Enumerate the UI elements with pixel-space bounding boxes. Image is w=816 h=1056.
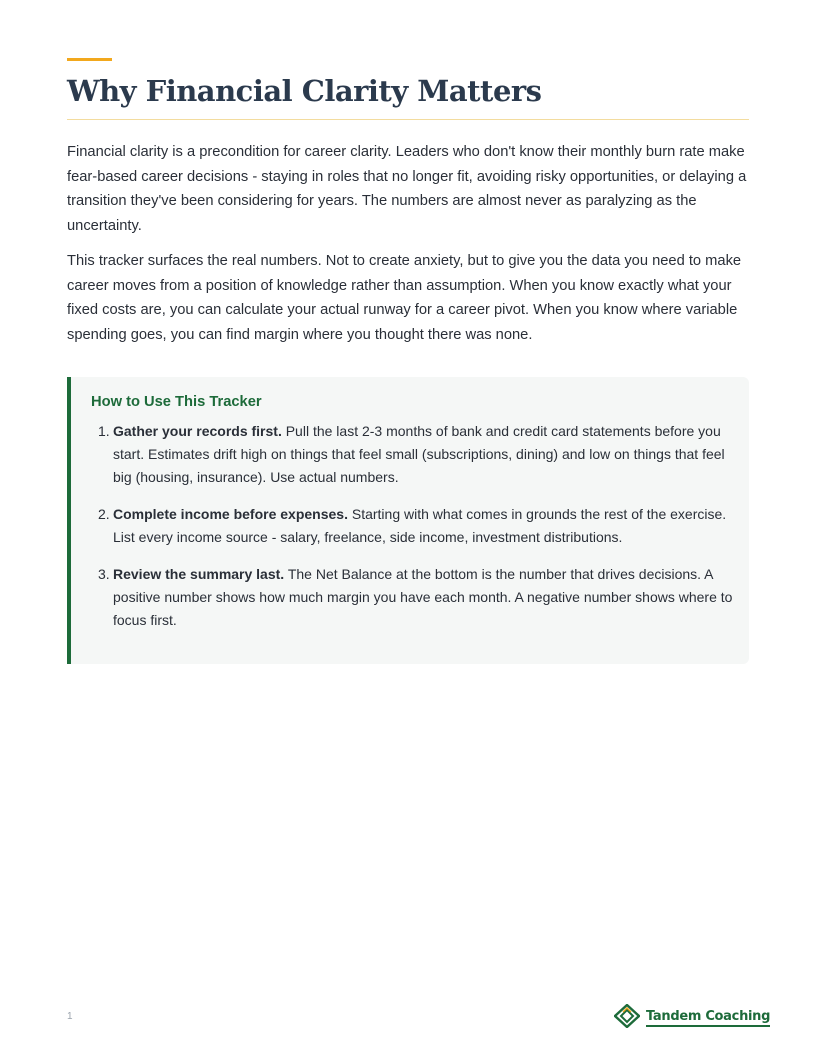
intro-paragraph-2: This tracker surfaces the real numbers. Not to create anxiety, but to give you the data you need to make career moves from a position of knowledge rather than assumption. When you know exactly what your fixed costs are, you can calculate your actual runway for a career pivot. When you know where variable spending goes, you can find margin where you thought there was none. [67,253,742,343]
step-item-3 [98,563,743,632]
step-number: 3. [98,566,110,582]
step-lead: Complete income before expenses. [113,506,348,522]
step-text: Pull the last 2-3 months of bank and credit card statements before you start. Estimates drift high on things that feel small (subscriptions, dining) and low on things that feel big (housing, insurance). Use actual numbers. [113,423,725,485]
page-title: Why Financial Clarity Matters [67,74,542,108]
step-item-2 [98,503,743,549]
how-to-callout [67,377,749,664]
brand-logo-lockup [614,1004,770,1028]
tandem-diamond-icon [614,1004,640,1028]
step-item-1 [98,420,743,489]
page-number: 1 [67,1011,73,1022]
step-text: Starting with what comes in grounds the rest of the exercise. List every income source - salary, freelance, side income, investment distributions. [113,506,727,545]
step-lead: Gather your records first. [113,423,282,439]
step-lead: Review the summary last. [113,566,285,582]
intro-paragraph-1: Financial clarity is a precondition for career clarity. Leaders who don't know their monthly burn rate make fear-based career decisions - staying in roles that no longer fit, avoiding risky opportunities, or delaying a transition they've been considering for years. The numbers are almost never as paralyzing as the uncertainty. [67,144,747,234]
title-divider [67,119,749,120]
intro-section [67,140,757,358]
brand-name: Tandem Coaching [646,1008,771,1024]
step-number: 2. [98,506,110,522]
steps-list [98,420,743,646]
title-accent-rule [67,58,112,61]
step-text: The Net Balance at the bottom is the number that drives decisions. A positive number shows how much margin you have each month. A negative number shows where to focus first. [113,566,733,628]
step-number: 1. [98,423,110,439]
callout-title: How to Use This Tracker [91,394,262,410]
